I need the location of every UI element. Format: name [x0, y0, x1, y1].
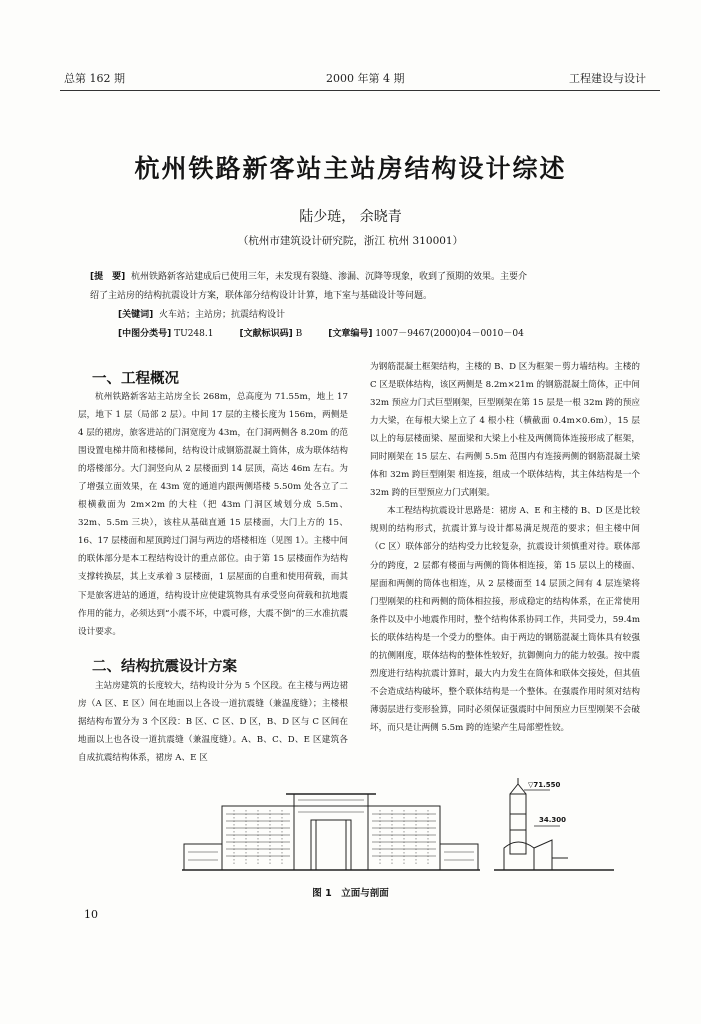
paper-affiliation: （杭州市建筑设计研究院，浙江 杭州 310001）	[237, 235, 464, 247]
classification-line	[118, 330, 678, 339]
abstract-text-1: 杭州铁路新客站建成后已使用三年，未发现有裂缝、渗漏、沉降等现象，收到了预期的效果。主要介	[130, 272, 527, 282]
section-heading-1: 一、工程概况	[92, 371, 179, 387]
elevation-label-top: ▽71.550	[528, 781, 561, 789]
keywords-text: 火车站；主站房；抗震结构设计	[158, 310, 285, 320]
section-heading-2: 二、结构抗震设计方案	[92, 659, 237, 675]
left-column-body-1	[78, 388, 348, 641]
page-number: 10	[84, 908, 98, 921]
header-journal-name: 工程建设与设计	[569, 72, 646, 85]
right-column-body	[370, 358, 640, 737]
cls-label: [中图分类号]	[118, 329, 172, 339]
doc-value: B	[295, 329, 303, 339]
elevation-label-mid: 34.300	[539, 816, 567, 824]
paragraph: 杭州铁路新客站主站房全长 268m，总高度为 71.55m，地上 17 层，地下 1 层（局部 2 层）。中间 17 层的主楼长度为 156m，两侧是 4 层的裙房，旅客进站的门洞宽度为 43m，在门洞两侧各 8.20m 的范围设置电梯井筒和楼梯间，结构设计成钢筋混凝土筒体，成为联体结构的塔楼部分。大门洞竖向从 2 层楼面到 14 层顶，高达 46m 左右。为了增强立面效果，在 43m 宽的通道内跟两侧塔楼 5.50m 处各立了二根横截面为 2m×2m 的大柱（把 43m 门洞区域划分成 5.5m、32m、5.5m 三块），该柱从基础直通 15 层楼面，大门上方的 15、16、17 层楼面和屋顶跨过门洞与两边的塔楼相连（见图 1）。主楼中间的联体部分是本工程结构设计的重点部位。由于第 15 层楼面作为结构支撑转换层，其上支承着 3 层楼面，1 层屋面的自重和使用荷载，而其下是旅客进站的通道，结构设计应使建筑物具有承受竖向荷载和抗地震作用的能力，必须达到“小震不坏，中震可修，大震不倒”的三水准抗震设计要求。	[78, 392, 348, 637]
figure-caption: 图 1 立面与剖面	[312, 888, 389, 899]
abstract-line-1	[90, 273, 650, 282]
doc-label: [文献标识码]	[239, 329, 293, 339]
article-label: [文章编号]	[328, 329, 373, 339]
paragraph: 主站房建筑的长度较大，结构设计分为 5 个区段。在主楼与两边裙房（A 区、E 区）间在地面以上各设一道抗震缝（兼温度缝）；主楼根据结构布置分为 3 个区段：B 区、C 区、D 区，B、D 区与 C 区间在地面以上也各设一道抗震缝（兼温度缝）。A、B、C、D、E 区建筑各自成抗震结构体系，裙房 A、E 区	[78, 681, 348, 764]
paper-title: 杭州铁路新客站主站房结构设计综述	[134, 154, 567, 183]
header-journal-issue: 总第 162 期	[64, 72, 125, 85]
figure-elevation-drawing	[182, 786, 480, 876]
cls-value: TU248.1	[174, 329, 214, 339]
paper-authors: 陆少琏， 余晓青	[299, 209, 402, 225]
keywords-line	[118, 311, 678, 320]
abstract-label: [提 要]	[90, 272, 126, 282]
header-rule	[60, 90, 660, 91]
keywords-label: [关键词]	[118, 310, 154, 320]
paragraph: 为钢筋混凝土框架结构，主楼的 B、D 区为框架－剪力墙结构。主楼的 C 区是联体结构，该区两侧是 8.2m×21m 的钢筋混凝土筒体，正中间 32m 预应力门式巨型刚架，巨型刚架在第 15 层是一根 32m 跨的预应力大梁，在每根大梁上立了 4 根小柱（横截面 0.4m×0.6m），15 层以上的每层楼面梁、屋面梁和大梁上小柱及两侧筒体连接形成了框架，同时刚架在 15 层左、右两侧 5.5m 范围内有连接两侧的钢筋混凝土梁体和 32m 跨巨型刚架 相连接，组成一个联体结构，其主体结构是一个 32m 跨的巨型预应力门式刚架。	[370, 362, 640, 499]
figure-section-drawing	[494, 778, 614, 878]
left-column-body-2	[78, 677, 348, 767]
abstract-line-2: 绍了主站房的结构抗震设计方案，联体部分结构设计计算，地下室与基础设计等问题。	[90, 291, 433, 301]
article-value: 1007－9467(2000)04－0010－04	[375, 329, 524, 339]
header-year-issue: 2000 年第 4 期	[326, 72, 405, 85]
paragraph: 本工程结构抗震设计思路是：裙房 A、E 和主楼的 B、D 区是比较规则的结构形式，抗震计算与设计都易满足规范的要求；但主楼中间（C 区）联体部分的结构受力比较复杂，抗震设计须慎重对待。联体部分的跨度，2 层都有楼面与两侧的筒体相连接，第 15 层以上的楼面、屋面和两侧的筒体也相连，从 2 层楼面至 14 层顶之间有 4 层连梁将门型刚架的柱和两侧的筒体相拉接，形成稳定的结构体系，在正常使用条件以及中小地震作用时，整个结构体系协同工作，共同受力，59.4m 长的联体结构是一个受力的整体。由于两边的钢筋混凝土筒体具有较强的抗侧刚度，联体结构的整体性较好，抗御侧向力的能力较强。按中震烈度进行结构抗震计算时，最大内力发生在筒体和联体交接处，但其值不会造成结构破坏，整个联体结构是一个整体。在强震作用时须对结构薄弱层进行变形验算，同时必须保证强震时中间预应力巨型刚架不会破坏，而只是让两侧 5.5m 跨的连梁产生局部塑性铰。	[370, 506, 640, 733]
